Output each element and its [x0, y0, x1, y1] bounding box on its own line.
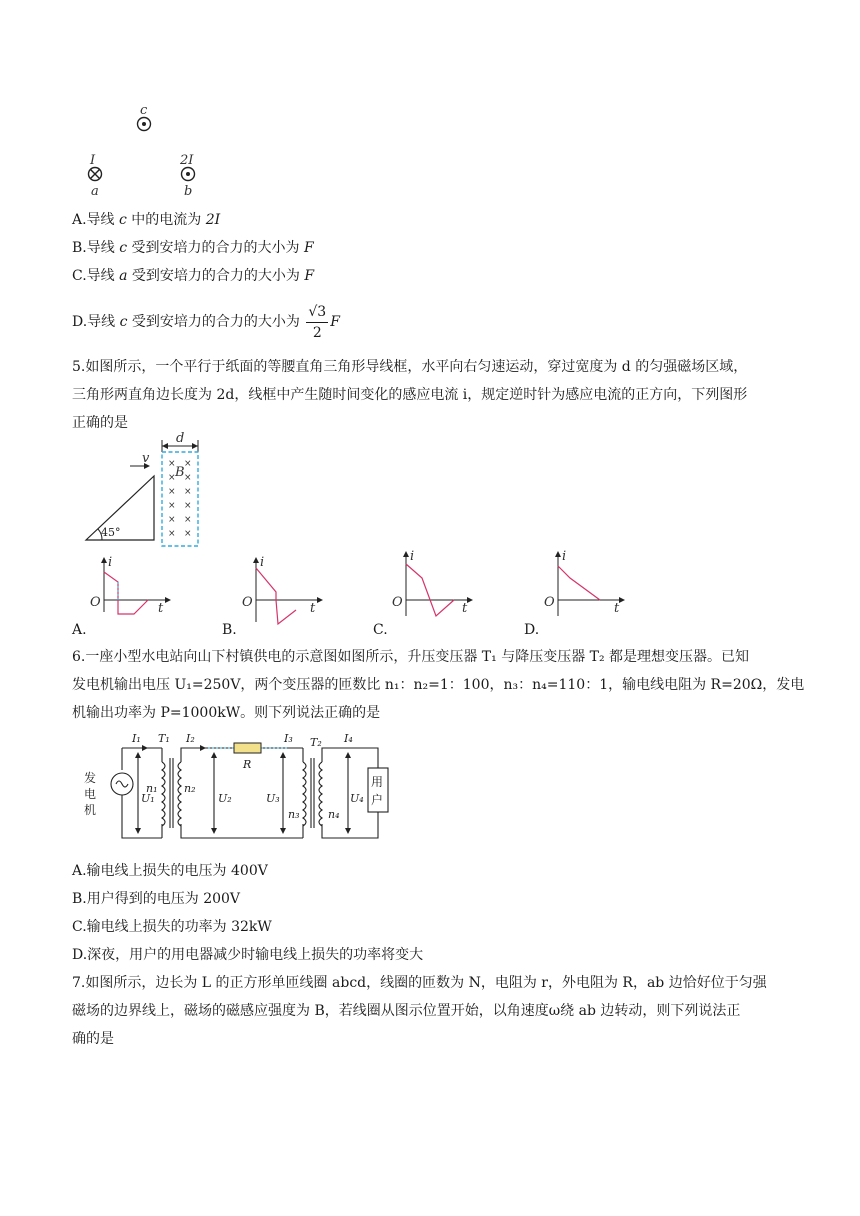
svg-text:i: i [108, 555, 113, 570]
q4-option-b[interactable]: B.导线 c 受到安培力的合力的大小为 F [72, 240, 314, 256]
width-d-label: d [176, 432, 185, 446]
svg-text:U₄: U₄ [350, 792, 364, 805]
svg-text:I₃: I₃ [284, 732, 293, 745]
svg-text:i: i [562, 549, 567, 564]
q6-stem-line2: 发电机输出电压 U₁=250V，两个变压器的匝数比 n₁：n₂=1：100，n₃：n₄=110：1，输电线电阻为 R=20Ω，发电 [72, 677, 805, 693]
svg-text:×: × [168, 487, 176, 497]
svg-text:t: t [158, 601, 164, 616]
q6-option-a[interactable]: A.输电线上损失的电压为 400V [72, 863, 268, 879]
svg-text:×: × [168, 459, 176, 469]
svg-text:O: O [392, 595, 403, 610]
q6-power-transmission-circuit [78, 728, 408, 848]
svg-text:R: R [243, 758, 252, 771]
svg-text:用: 用 [371, 775, 384, 789]
svg-text:T₂: T₂ [310, 736, 322, 749]
q5-graph-d[interactable] [540, 548, 630, 620]
svg-text:U₃: U₃ [266, 792, 280, 805]
q6-stem-line1: 6.一座小型水电站向山下村镇供电的示意图如图所示，升压变压器 T₁ 与降压变压器 T₂ 都是理想变压器。已知 [72, 649, 750, 665]
wires-figure [80, 96, 220, 206]
svg-text:×: × [184, 487, 192, 497]
svg-text:×: × [184, 515, 192, 525]
q5-triangle-field-figure [84, 432, 214, 550]
q4-option-c[interactable]: C.导线 a 受到安培力的合力的大小为 F [72, 268, 315, 284]
svg-text:电: 电 [84, 787, 97, 801]
q4-option-d[interactable]: D.导线 c 受到安培力的合力的大小为 $\frac{√3}{2}$ F [72, 303, 340, 341]
wire-b-current: 2I [180, 153, 194, 168]
wire-a-current: I [90, 153, 96, 168]
svg-text:×: × [184, 501, 192, 511]
q5-stem-line3: 正确的是 [72, 415, 128, 431]
svg-text:I₂: I₂ [186, 732, 195, 745]
q6-stem-line3: 机输出功率为 P=1000kW。则下列说法正确的是 [72, 705, 381, 721]
svg-text:n₂: n₂ [184, 782, 196, 795]
svg-text:发: 发 [84, 771, 97, 785]
svg-text:×: × [168, 473, 176, 483]
svg-text:×: × [168, 501, 176, 511]
svg-text:机: 机 [84, 803, 97, 817]
q5-option-c-label[interactable]: C. [373, 622, 388, 638]
svg-text:n₄: n₄ [328, 808, 340, 821]
svg-text:×: × [184, 473, 192, 483]
angle-45-label: 45° [101, 526, 121, 539]
svg-text:t: t [310, 601, 316, 616]
q7-stem-line1: 7.如图所示，边长为 L 的正方形单匝线圈 abcd，线圈的匝数为 N，电阻为 r，外电阻为 R，ab 边恰好位于匀强 [72, 975, 767, 991]
q6-option-c[interactable]: C.输电线上损失的功率为 32kW [72, 919, 272, 935]
svg-text:n₃: n₃ [288, 808, 300, 821]
svg-text:×: × [168, 529, 176, 539]
svg-text:n₁: n₁ [146, 782, 158, 795]
q5-stem-line2: 三角形两直角边长度为 2d，线框中产生随时间变化的感应电流 i，规定逆时针为感应电流的正方向，下列图形 [72, 387, 748, 403]
wire-c-letter: c [140, 103, 148, 118]
q7-stem-line3: 确的是 [72, 1031, 114, 1047]
svg-text:I₄: I₄ [344, 732, 353, 745]
q5-option-b-label[interactable]: B. [222, 622, 237, 638]
q5-graph-c[interactable] [388, 548, 478, 620]
q5-graph-a[interactable] [86, 554, 176, 616]
svg-text:×: × [168, 515, 176, 525]
q5-option-a-label[interactable]: A. [72, 622, 87, 638]
svg-text:户: 户 [371, 793, 384, 807]
svg-text:O: O [544, 595, 555, 610]
svg-text:U₁: U₁ [141, 792, 155, 805]
q5-option-d-label[interactable]: D. [524, 622, 540, 638]
sqrt3-over-2: $\frac{√3}{2}$ [308, 303, 327, 341]
q6-option-d[interactable]: D.深夜，用户的用电器减少时输电线上损失的功率将变大 [72, 947, 424, 963]
q4-option-a[interactable]: A.导线 c 中的电流为 2I [72, 212, 221, 228]
svg-text:×: × [184, 459, 192, 469]
svg-text:T₁: T₁ [158, 732, 170, 745]
svg-text:O: O [90, 595, 101, 610]
svg-text:×: × [184, 529, 192, 539]
velocity-v-label: v [142, 451, 150, 466]
field-b-label: B [175, 465, 185, 480]
line-resistor-r [234, 743, 261, 753]
svg-text:t: t [462, 601, 468, 616]
q5-stem-line1: 5.如图所示，一个平行于纸面的等腰直角三角形导线框，水平向右匀速运动，穿过宽度为 d 的匀强磁场区域， [72, 359, 748, 375]
wire-a-letter: a [91, 184, 99, 199]
svg-text:O: O [242, 595, 253, 610]
wire-b-letter: b [184, 184, 193, 199]
svg-text:i: i [410, 549, 415, 564]
q5-graph-b[interactable] [238, 554, 328, 626]
q6-option-b[interactable]: B.用户得到的电压为 200V [72, 891, 241, 907]
q7-stem-line2: 磁场的边界线上，磁场的磁感应强度为 B，若线圈从图示位置开始，以角速度ω绕 ab 边转动，则下列说法正 [72, 1003, 741, 1019]
svg-text:I₁: I₁ [132, 732, 141, 745]
svg-text:t: t [614, 601, 620, 616]
svg-text:i: i [260, 555, 265, 570]
svg-text:U₂: U₂ [218, 792, 232, 805]
